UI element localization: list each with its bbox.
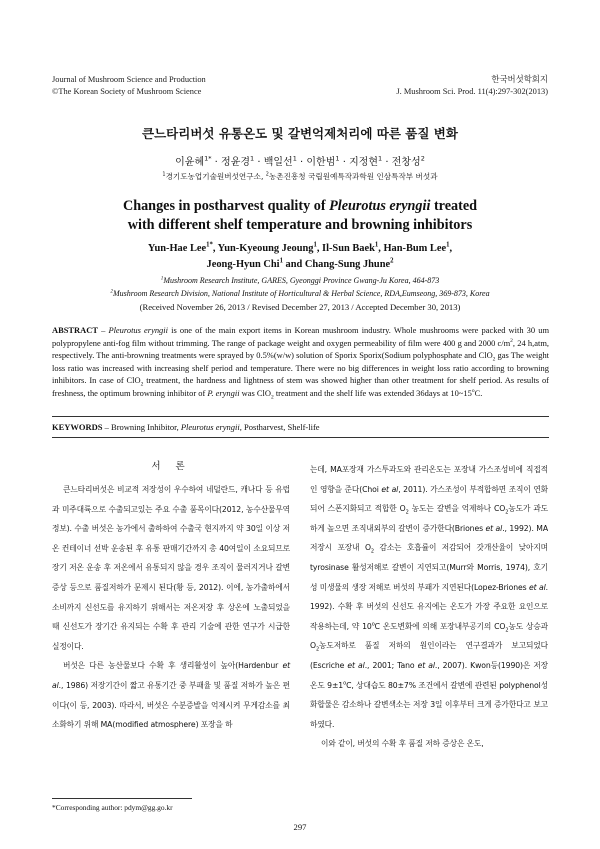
separator: · [254, 157, 264, 168]
abstract-text: treatment and the shelf life was extended 36days at 10~15 [273, 387, 472, 398]
affiliation-text: Mushroom Research Division, National Institute of Horticultural & Herbal Science, RDA,Eumseong, 369-873, Korea [112, 289, 490, 298]
paragraph-text: , 2011). 가스조성이 부적합하면 조직이 연화되어 스폰지화되고 적합한 O [310, 484, 548, 514]
subscript: 2 [140, 381, 144, 388]
separator: · [211, 157, 222, 168]
paragraph [310, 460, 548, 734]
affiliation-mark: 1 [335, 154, 340, 163]
abstract-text: gas The weight loss ratio was increased with increasing shelf period and temperature. There were no big differences in weight loss ratio according to browning inhibitors. In case of ClO [52, 350, 550, 385]
species-name: P. eryngii [207, 387, 240, 398]
degree-mark: o [371, 621, 375, 628]
citation-etal: et al [347, 660, 365, 670]
affiliation-mark: 1 [250, 154, 255, 163]
paragraph: 큰느타리버섯은 비교적 저장성이 우수하여 네덜란드, 캐나다 등 유럽과 미주대륙으로 수출되고있는 주요 수출 품목이다(2012, 농수산물무역정보). 수출 버섯은 농가에서 출하하여 수출국 현지까지 약 30일 이상 저온 컨테이너 선박 운송된 후 유통 판매기간까지 총 40여일이 소요되므로 장기 저온 운송 후 저온에서 유통되지 않을 경우 조직이 물러지거나 갈변증상 등으로 품질저하가 문제시 된다(황 등, 2012). 이에, 농가출하에서 소비까지 신선도를 유지하기 위해서는 저온저장 후 상온에 노출되었을 때 신선도가 장기간 유지되는 수확 후 관리 기술에 관한 연구가 시급한 실정이다. [52, 485, 290, 651]
affiliation-text: Mushroom Research Institute, GARES, Gyeonggi Province Gwang-Ju Korea, 464-873 [163, 276, 440, 285]
paragraph-text: . 1992). 수확 후 버섯의 신선도 유지에는 온도가 가장 주요한 요인으로 작용하는데, 약 10 [310, 582, 548, 631]
affiliations-korean [0, 171, 600, 182]
title-korean: 큰느타리버섯 유통온도 및 갈변억제처리에 따른 품질 변화 [142, 126, 458, 141]
citation-etal: et al [381, 484, 399, 494]
footnote-rule [52, 798, 192, 799]
dash: – [97, 325, 109, 335]
affiliation-mark: 1* [204, 154, 212, 163]
abstract-text: treatment, the hardness and lightness of stem was showed higher than other treatment for shelf period. As results of freshness, the optimum browning inhibitor of [52, 375, 549, 398]
affiliation-mark: 2 [265, 171, 269, 178]
abstract-text: is one of the main export items in Korean mushroom industry. Whole mushrooms were packed with 30 um polypropylene anti-fog film without trimming. The range of package weight and oxygen permeability of film were 400 g and 2000 c/m [52, 325, 550, 348]
affiliation-mark: 1 [160, 275, 164, 282]
separator: · [382, 157, 392, 168]
affiliation-mark: 1* [206, 241, 213, 249]
author-name: 백일선 [263, 157, 293, 168]
society-name: ©The Korean Society of Mushroom Science [52, 87, 202, 96]
abstract-text: , 24 h,atm, respectively. The anti-browning treatments were sprayed by 0.5%(w/w) solution of Sporix Sporix(Sodium polyphosphate and ClO [52, 337, 549, 360]
affiliation-mark: 2 [420, 154, 425, 163]
abstract-text: was ClO [239, 387, 271, 398]
keywords [52, 422, 549, 432]
paragraph-text: 농도가 과도하게 높으면 조직내외부의 갈변이 증가한다(Briones [310, 504, 548, 533]
keyword: , Postharvest, Shelf-life [239, 422, 320, 432]
paragraph-text: 버섯은 다른 농산물보다 수확 후 생리활성이 높아(Hardenbur [63, 661, 283, 671]
title-english [0, 197, 600, 235]
page-number: 297 [293, 822, 307, 832]
title-line-2: with different shelf temperature and browning inhibitors [127, 217, 473, 233]
affiliation-mark: 1 [162, 171, 166, 178]
affiliation-1 [0, 274, 600, 287]
subscript: 2 [505, 627, 509, 634]
subscript: 2 [270, 394, 274, 401]
keyword: Pleurotus eryngii [180, 422, 240, 432]
affiliation-2 [0, 287, 600, 300]
author-name: 전창성 [391, 157, 421, 168]
citation-etal: et al [52, 661, 290, 690]
subscript: 2 [505, 509, 509, 516]
affiliation-mark: 1 [292, 154, 297, 163]
section-heading-introduction: 서 론 [151, 461, 191, 472]
authors-korean [0, 153, 600, 168]
keywords-label: KEYWORDS [52, 422, 103, 432]
subscript: 2 [370, 548, 374, 555]
degree-mark: o [471, 387, 475, 394]
affiliation-text: 경기도농업기술원버섯연구소, [165, 172, 266, 181]
citation-etal: et al [417, 660, 435, 670]
paragraph-text: ., 2007). Kwon등(1990)은 저장온도 9±1 [310, 660, 548, 690]
author-name: Jeong-Hyun Chi [206, 259, 280, 270]
abstract-label: ABSTRACT [52, 325, 98, 335]
journal-header-left [52, 74, 206, 98]
paragraph-text: C 온도변화에 의해 포장내부공기의 CO [374, 621, 506, 631]
citation-etal: et al [485, 523, 503, 533]
subscript: 2 [405, 509, 409, 516]
affiliation-mark: 2 [110, 288, 113, 295]
author-name: , Yun-Kyeoung Jeoung [212, 243, 314, 254]
affiliation-mark: 2 [390, 257, 394, 265]
affiliation-mark: 1 [446, 241, 450, 249]
affiliation-mark: 1 [313, 241, 317, 249]
authors-line-1: Yun-Hae Lee$^{1*}$, Yun-Kyeoung Jeoung$^1$, Il-Sun Baek$^1$, Han-Bum Lee$^1$, [147, 241, 453, 254]
degree-mark: o [343, 679, 347, 686]
journal-header-right [396, 74, 548, 98]
affiliation-text: 농촌진흥청 국립원예특작과학원 인삼특작부 버섯과 [268, 172, 438, 181]
received-dates: (Received November 26, 2013 / Revised December 27, 2013 / Accepted December 30, 2013) [139, 302, 461, 312]
paragraph-text: 농도는 갈변을 억제하나 CO [408, 504, 506, 514]
citation: J. Mushroom Sci. Prod. 11(4):297-302(2013) [396, 87, 548, 96]
corresponding-author-footnote: *Corresponding author: pdym@gg.go.kr [52, 803, 173, 812]
affiliation-mark: 1 [378, 154, 383, 163]
title-text: treated [430, 198, 478, 214]
author-name: 정윤경 [221, 157, 251, 168]
body-column-right [310, 460, 548, 754]
journal-name: Journal of Mushroom Science and Production [52, 75, 206, 84]
author-name: 이윤혜 [175, 157, 205, 168]
author-name: 지정현 [349, 157, 379, 168]
paragraph-text: C, 상대습도 80±7% 조건에서 갈변에 관련된 polyphenol성 화합물은 감소하나 갈변색소는 저장 3일 이후부터 크게 증가한다고 보고하였다. [310, 680, 549, 729]
author-name: 이한범 [306, 157, 336, 168]
paragraph-text: 는데, MA포장재 가스투과도와 관리온도는 포장내 가스조성비에 직접적인 영향을 준다(Choi [310, 465, 548, 494]
authors-line-2 [0, 257, 600, 273]
title-text: Changes in postharvest quality of [122, 198, 330, 214]
affiliations-english [0, 274, 600, 300]
paragraph-text: ., 1992). MA저장시 포장내 O [310, 523, 548, 553]
paragraph-text: 농도저하로 품질 저하의 원인이라는 연구결과가 보고되었다(Escriche [310, 641, 548, 670]
society-name-korean: 한국버섯학회지 [491, 75, 548, 84]
dash: – [102, 422, 112, 432]
divider-bottom [52, 437, 549, 438]
divider-top [52, 416, 549, 417]
author-name: , Il-Sun Baek [316, 243, 375, 254]
species-name: Pleurotus eryngii [108, 325, 168, 335]
paragraph-text: 감소는 호흡률이 저감되어 갓개산율이 낮아지며 tyrosinase 활성저해로 갈변이 지연되고(Murr와 Morris, 1974), 호기성 미생물의 생장 저해로 버섯의 부패가 지연된다(Lopez-Briones [310, 543, 548, 592]
species-name: Pleurotus eryngii [329, 198, 431, 214]
author-name: Yun-Hae Lee [147, 243, 207, 254]
author-name: , Han-Bum Lee [378, 243, 447, 254]
abstract-text: C. [474, 387, 483, 398]
abstract [52, 324, 549, 399]
keyword: Browning Inhibitor, [111, 422, 181, 432]
paragraph-text: ., 2001; Tano [364, 660, 418, 670]
affiliation-mark: 1 [279, 257, 283, 265]
paragraph-text: 농도 상승과 O [310, 621, 548, 651]
paragraph [52, 656, 290, 734]
author-name: and Chang-Sung Jhune [282, 259, 391, 270]
body-column-left [52, 480, 290, 735]
paragraph-text: ., 1986) 저장기간이 짧고 유통기간 중 부패율 및 품질 저하가 높은 편이다(이 등, 2003). 따라서, 버섯은 수분증발을 억제시켜 무게감소를 최소화하기 위해 MA(modified atmosphere) 포장을 하 [52, 680, 290, 730]
subscript: 2 [492, 356, 496, 363]
affiliation-mark: 1 [374, 241, 379, 249]
subscript: 2 [315, 646, 320, 653]
separator: · [296, 157, 307, 168]
paragraph: 이와 같이, 버섯의 수확 후 품질 저하 증상은 온도, [321, 739, 484, 749]
title-line-1 [0, 197, 600, 216]
separator: · [339, 157, 350, 168]
superscript: 2 [510, 337, 513, 344]
citation-etal: et al [529, 582, 546, 592]
authors-english [0, 241, 600, 273]
